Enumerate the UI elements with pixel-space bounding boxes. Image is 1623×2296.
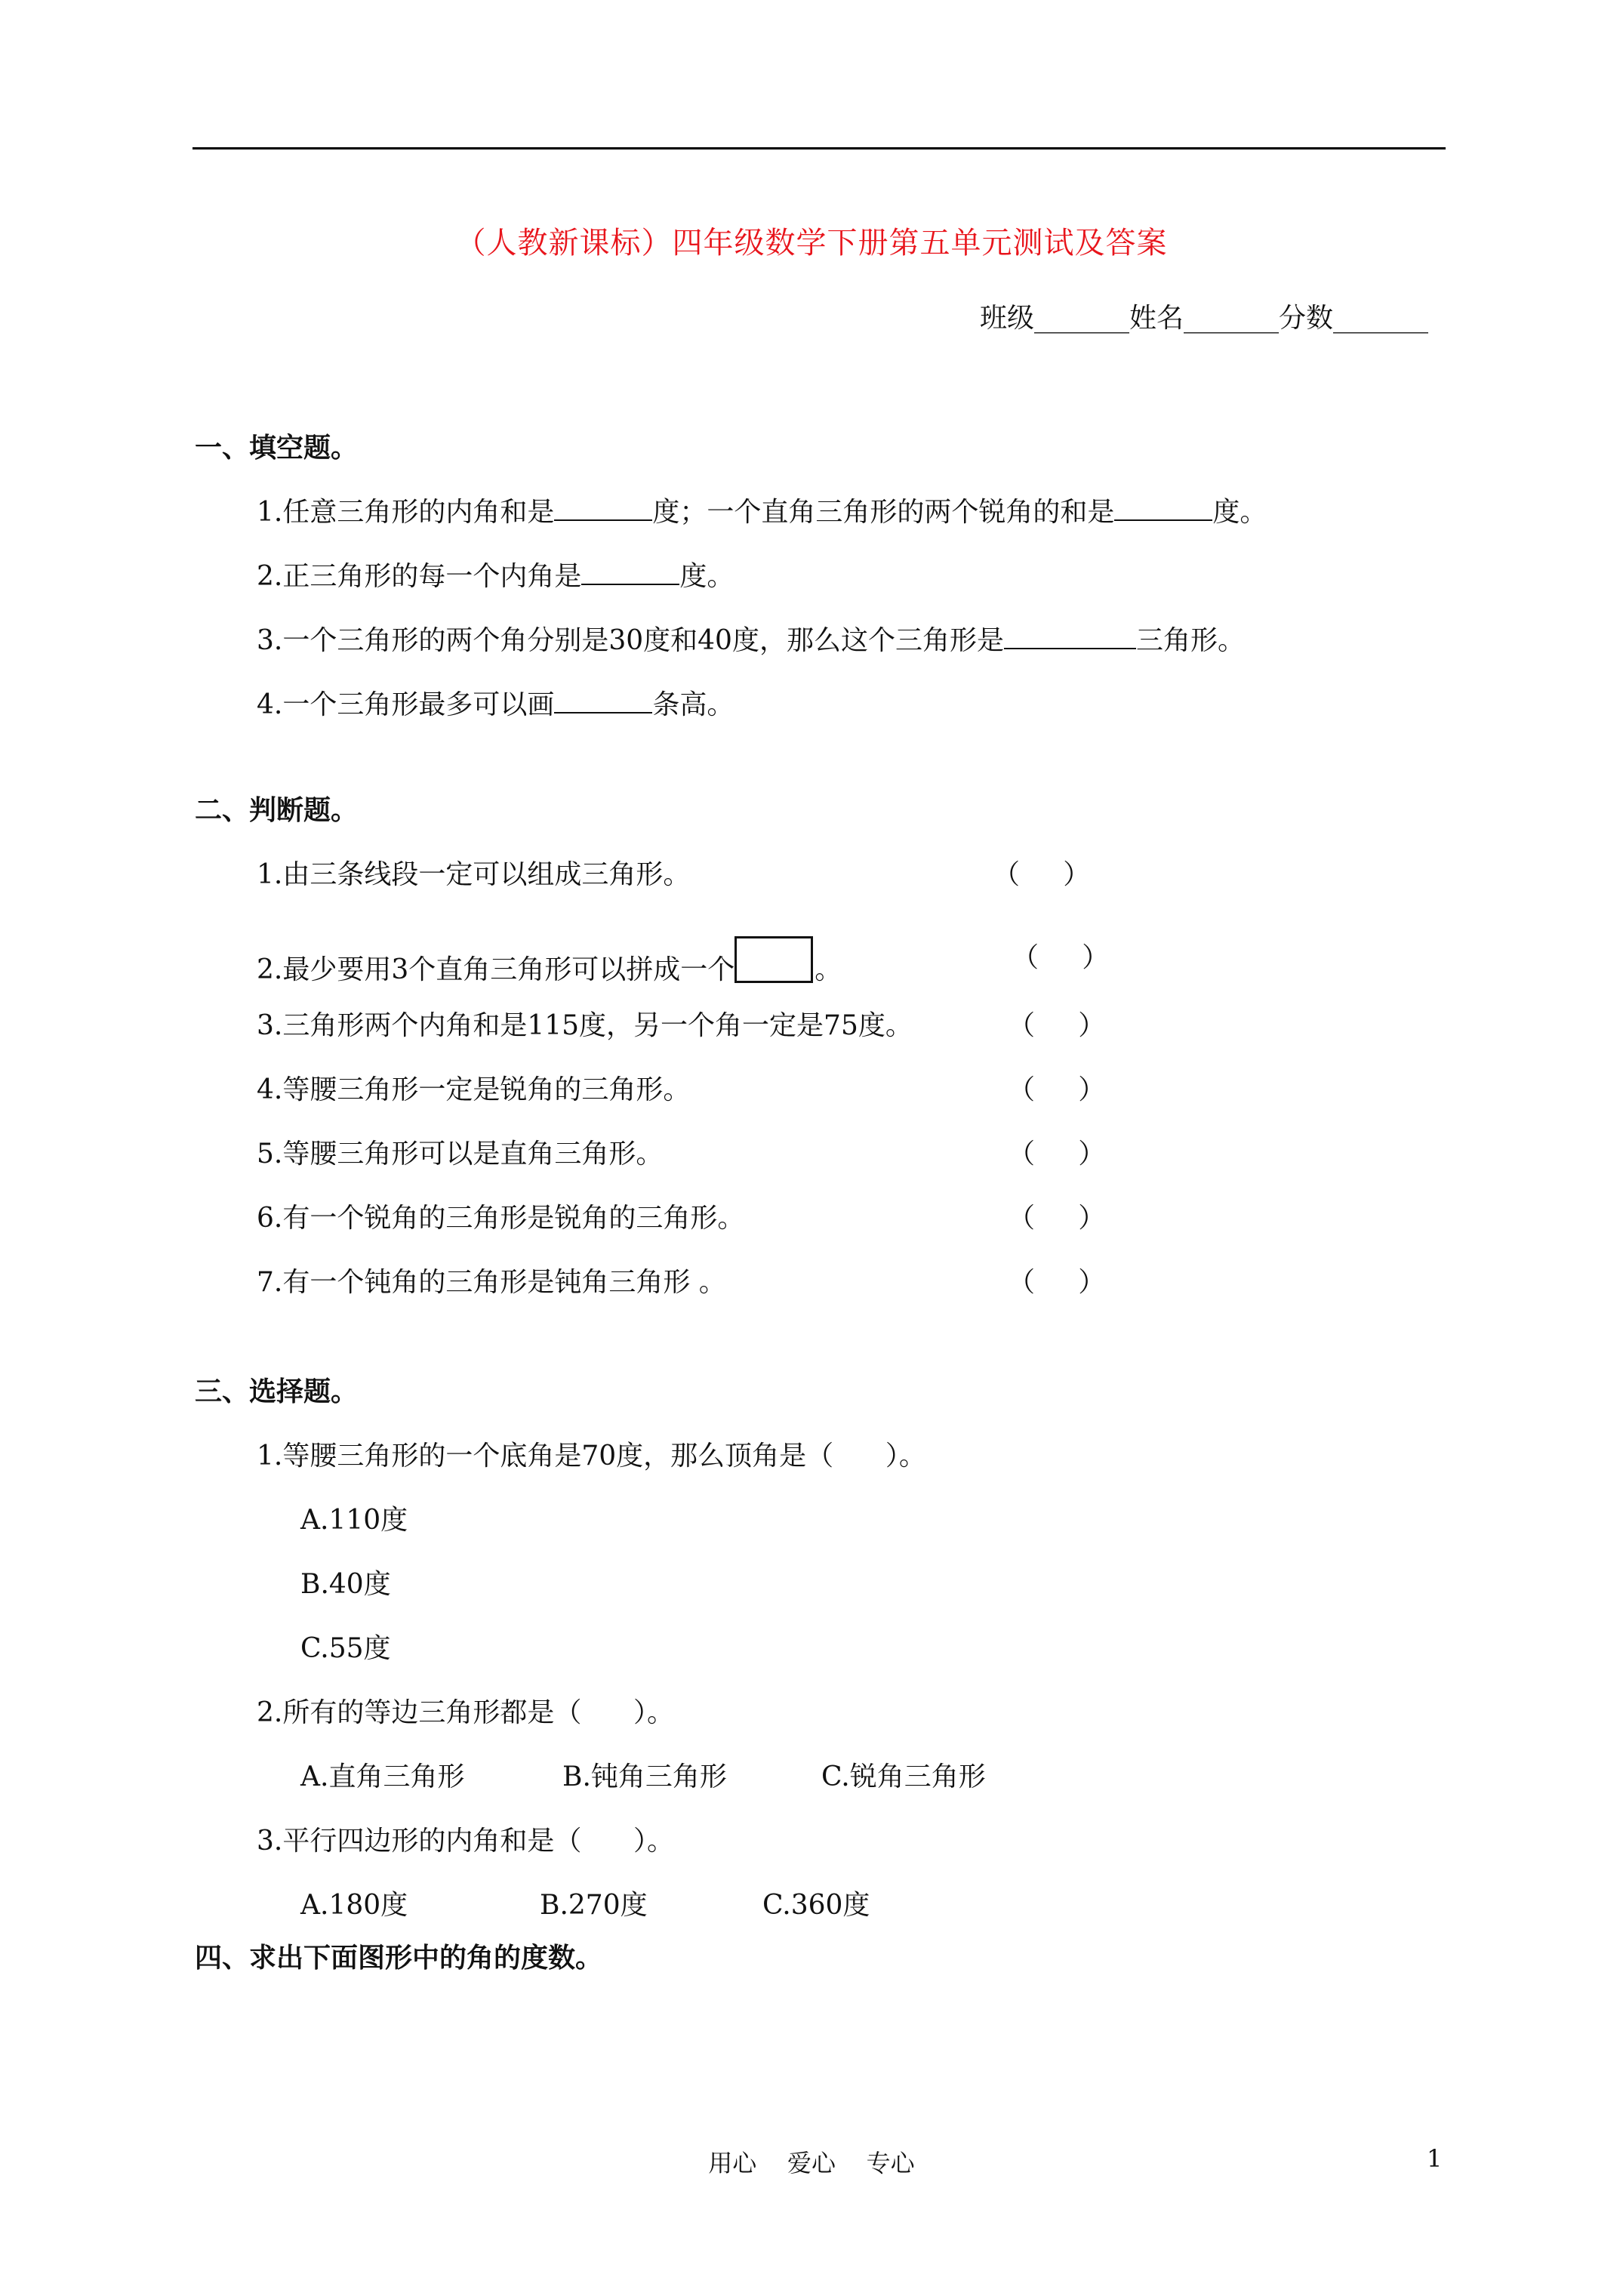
choice-q1-option-a[interactable]: A.110度 — [300, 1505, 408, 1536]
section-heading-judge: 二、判断题。 — [195, 794, 359, 826]
choice-q2-option-b[interactable]: B.钝角三角形 — [562, 1761, 727, 1792]
answer-blank[interactable] — [554, 494, 652, 521]
answer-parentheses[interactable]: （ ） — [1012, 942, 1110, 973]
choice-question-2: 2.所有的等边三角形都是（ ）。 — [257, 1697, 675, 1728]
answer-blank[interactable] — [1114, 494, 1212, 521]
answer-blank[interactable] — [581, 558, 679, 585]
judge-question-6: 6.有一个锐角的三角形是锐角的三角形。 — [257, 1203, 745, 1234]
page-number: 1 — [1427, 2144, 1443, 2173]
judge-question-4: 4.等腰三角形一定是锐角的三角形。 — [257, 1074, 691, 1105]
rectangle-figure — [735, 936, 813, 983]
judge-question-1: 1.由三条线段一定可以组成三角形。 — [257, 859, 691, 890]
choice-q2-option-c[interactable]: C.锐角三角形 — [821, 1761, 986, 1792]
choice-q3-option-a[interactable]: A.180度 — [300, 1890, 408, 1921]
section-heading-fill: 一、填空题。 — [195, 432, 359, 464]
fill-question-3 — [257, 619, 1245, 658]
answer-parentheses[interactable]: （ ） — [1008, 1010, 1106, 1041]
fill-question-2 — [257, 555, 734, 593]
fill-q4-text-a: 4.一个三角形最多可以画 — [257, 689, 555, 720]
answer-parentheses[interactable]: （ ） — [1008, 1203, 1106, 1234]
section-heading-choice: 三、选择题。 — [195, 1376, 359, 1407]
answer-blank[interactable] — [554, 686, 652, 713]
judge-question-2 — [257, 936, 842, 987]
answer-parentheses[interactable]: （ ） — [993, 859, 1091, 890]
fill-q4-text-b: 条高。 — [652, 689, 735, 720]
header-rule — [192, 147, 1446, 149]
fill-question-4 — [257, 683, 734, 722]
choice-q2-option-a[interactable]: A.直角三角形 — [300, 1761, 465, 1792]
choice-q3-option-b[interactable]: B.270度 — [540, 1890, 648, 1921]
section-heading-angles: 四、求出下面图形中的角的度数。 — [195, 1942, 603, 1974]
judge-question-5: 5.等腰三角形可以是直角三角形。 — [257, 1139, 664, 1170]
answer-parentheses[interactable]: （ ） — [1008, 1139, 1106, 1170]
fill-q1-text-c: 度。 — [1212, 497, 1267, 528]
choice-q1-option-b[interactable]: B.40度 — [300, 1569, 391, 1600]
judge-q2-text: 2.最少要用3个直角三角形可以拼成一个 — [257, 954, 735, 985]
judge-question-3: 3.三角形两个内角和是115度，另一个角一定是75度。 — [257, 1010, 913, 1041]
answer-parentheses[interactable]: （ ） — [1008, 1267, 1106, 1298]
fill-q3-text-b: 三角形。 — [1135, 625, 1245, 656]
choice-q3-option-c[interactable]: C.360度 — [762, 1890, 870, 1921]
fill-q2-text-b: 度。 — [679, 561, 735, 592]
answer-blank[interactable] — [1004, 622, 1136, 649]
fill-q3-text-a: 3.一个三角形的两个角分别是30度和40度，那么这个三角形是 — [257, 625, 1004, 656]
choice-q1-option-c[interactable]: C.55度 — [300, 1633, 391, 1664]
page-footer: 用心 爱心 专心 — [708, 2149, 915, 2177]
fill-q1-text-a: 1.任意三角形的内角和是 — [257, 497, 555, 528]
fill-q1-text-b: 度；一个直角三角形的两个锐角的和是 — [652, 497, 1115, 528]
fill-q2-text-a: 2.正三角形的每一个内角是 — [257, 561, 582, 592]
fill-question-1 — [257, 491, 1267, 529]
student-info-line: 班级_______姓名_______分数_______ — [979, 303, 1428, 334]
choice-question-3: 3.平行四边形的内角和是（ ）。 — [257, 1826, 675, 1857]
answer-parentheses[interactable]: （ ） — [1008, 1074, 1106, 1105]
judge-q2-period: 。 — [815, 954, 842, 985]
page-title: （人教新课标）四年级数学下册第五单元测试及答案 — [455, 226, 1168, 260]
judge-question-7: 7.有一个钝角的三角形是钝角三角形 。 — [257, 1267, 726, 1298]
choice-question-1: 1.等腰三角形的一个底角是70度，那么顶角是（ ）。 — [257, 1441, 926, 1472]
